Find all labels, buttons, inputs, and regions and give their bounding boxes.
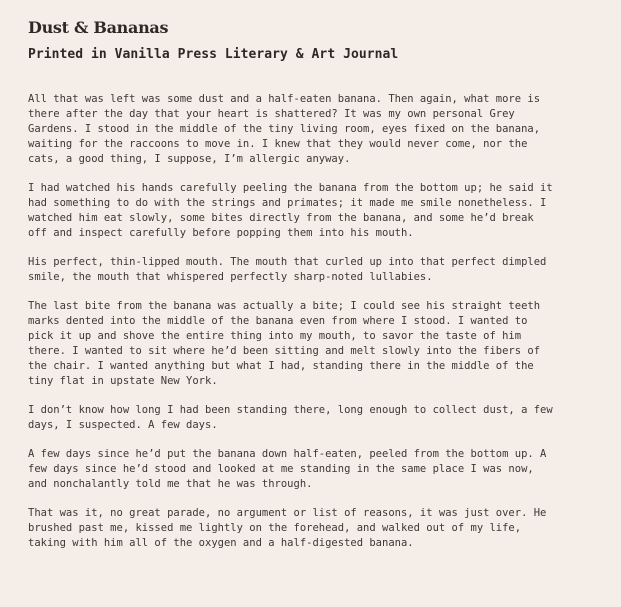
story-paragraph: A few days since he’d put the banana down half-eaten, peeled from the bottom up. A few days since he’d stood and looked at me standing in the same place I was now, and nonchalantly told me that he was through. bbox=[28, 448, 547, 490]
story-body bbox=[28, 92, 607, 551]
story-paragraph: All that was left was some dust and a half-eaten banana. Then again, what more is there after the day that your heart is shattered? It was my own personal Grey Gardens. I stood in the middle of the tiny living room, eyes fixed on the banana, waiting for the raccoons to move in. I knew that they would never come, nor the cats, a good thing, I suppose, I’m allergic anyway. bbox=[28, 93, 541, 165]
page-title: Dust & Bananas bbox=[28, 18, 169, 37]
story-paragraph: I don’t know how long I had been standing there, long enough to collect dust, a few days, I suspected. A few days. bbox=[28, 404, 553, 431]
page-subtitle: Printed in Vanilla Press Literary & Art Journal bbox=[28, 47, 399, 62]
story-paragraph: His perfect, thin-lipped mouth. The mouth that curled up into that perfect dimpled smile, the mouth that whispered perfectly sharp-noted lullabies. bbox=[28, 256, 547, 283]
story-paragraph: The last bite from the banana was actually a bite; I could see his straight teeth marks dented into the middle of the banana even from where I stood. I wanted to pick it up and shove the entire thing into my mouth, to savor the taste of him there. I wanted to sit where he’d been sitting and melt slowly into the fibers of the chair. I wanted anything but what I had, standing there in the middle of the tiny flat in upstate New York. bbox=[28, 300, 541, 387]
story-paragraph: I had watched his hands carefully peeling the banana from the bottom up; he said it had something to do with the strings and primates; it made me smile nonetheless. I watched him eat slowly, some bites directly from the banana, and some he’d break off and inspect carefully before popping them into his mouth. bbox=[28, 182, 553, 239]
story-paragraph: That was it, no great parade, no argument or list of reasons, it was just over. He brushed past me, kissed me lightly on the forehead, and walked out of my life, taking with him all of the oxygen and a half-digested banana. bbox=[28, 507, 547, 549]
